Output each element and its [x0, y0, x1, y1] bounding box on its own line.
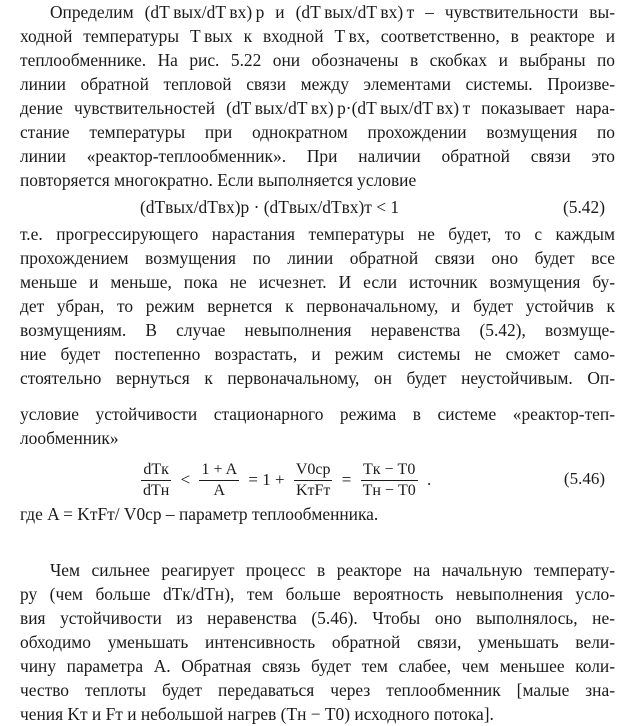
equation-expression [138, 457, 433, 502]
period: . [426, 470, 432, 490]
equation-number: (5.46) [563, 469, 605, 488]
text-line: Чем сильнее реагирует процесс в реакторе на начальную температу- [50, 560, 615, 580]
text-line: дение чувствительностей (dT вых/dT вх) р·(dT вых/dT вх) т показывает нара- [20, 98, 615, 118]
text-line: чения Kт и Fт и небольшой нагрев (Tн − T0) исходного потока]. [20, 704, 494, 724]
equation-number: (5.42) [562, 197, 605, 217]
equation-5-42 [20, 194, 615, 220]
fraction-denominator: Tн − T0 [362, 481, 416, 499]
text-line: стание температуры при однократном прохождении возмущения по [20, 122, 615, 142]
text-line: обходимо уменьшать интенсивность обратной связи, уменьшать вели- [20, 632, 615, 652]
text-line: ние будет постепенно возрастать, и режим системы не сможет само- [20, 344, 615, 364]
text-line: линии обратной тепловой связи между элементами системы. Произве- [20, 74, 615, 94]
fraction-numerator: V0cp [294, 460, 333, 481]
equals-one-plus: = 1 + [248, 470, 285, 490]
text-line: стоятельно вернуться к первоначальному, он будет неустойчивым. Оп- [20, 368, 615, 388]
text-line: ру (чем больше dTк/dTн), тем больше вероятность невыполнения усло- [20, 584, 615, 604]
less-than-sign: < [180, 470, 191, 490]
equation-expression: (dTвых/dTвх)р · (dTвых/dTвх)т < 1 [140, 197, 400, 217]
text-line: лообменник» [20, 428, 119, 448]
text-line: т.е. прогрессирующего нарастания температуры не будет, то с каждым [20, 224, 615, 244]
text-line: линии «реактор-теплообменник». При наличии обратной связи это [20, 146, 615, 166]
fraction-1-plus-a [199, 460, 239, 501]
fraction-numerator: Tк − T0 [361, 460, 418, 481]
paragraph-stability-condition [20, 402, 615, 450]
parameter-definition: где A = KтFт/ V0cp – параметр теплообменника. [20, 504, 379, 524]
text-line: чество теплоты будет передаваться через теплообменник [малые зна- [20, 680, 615, 700]
text-line: теплообменнике. На рис. 5.22 они обозначены в скобках и выбраны по [20, 50, 615, 70]
text-line: повторяется многократно. Если выполняется условие [20, 170, 417, 190]
text-line: вия устойчивости из неравенства (5.46). Чтобы оно выполнялось, не- [20, 608, 615, 628]
text-line: ходной температуры T вых к входной T вх, соответственно, в реакторе и [20, 26, 615, 46]
text-line: Определим (dT вых/dT вх) р и (dT вых/dT вх) т – чувствительности вы- [50, 2, 615, 22]
text-line: условие устойчивости стационарного режима в системе «реактор-теп- [20, 404, 615, 424]
paragraph-feedback-conclusion [20, 558, 615, 726]
fraction-dtk-dtn [141, 460, 171, 501]
fraction-denominator: dTн [143, 481, 170, 499]
fraction-temperatures [361, 460, 418, 501]
equals-sign: = [341, 470, 352, 490]
fraction-numerator: dTк [141, 460, 171, 481]
text-line: чину параметра A. Обратная связь будет тем слабее, чем меньшее коли- [20, 656, 615, 676]
fraction-denominator: KтFт [295, 481, 331, 499]
fraction-v0cp-ktft [294, 460, 333, 501]
paragraph-stability-explanation [20, 222, 615, 390]
text-line: меньше и меньше, пока не исчезнет. И если источник возмущения бу- [20, 272, 615, 292]
text-line: дет убран, то режим вернется к первоначальному, и будет устойчив к [20, 296, 615, 316]
fraction-numerator: 1 + A [199, 460, 239, 481]
fraction-denominator: A [213, 481, 226, 499]
paragraph-sensitivities [20, 0, 615, 192]
text-line: возмущениям. В случае невыполнения неравенства (5.42), возмуще- [20, 320, 615, 340]
text-line: прохождением возмущения по линии обратной связи оно будет все [20, 248, 615, 268]
